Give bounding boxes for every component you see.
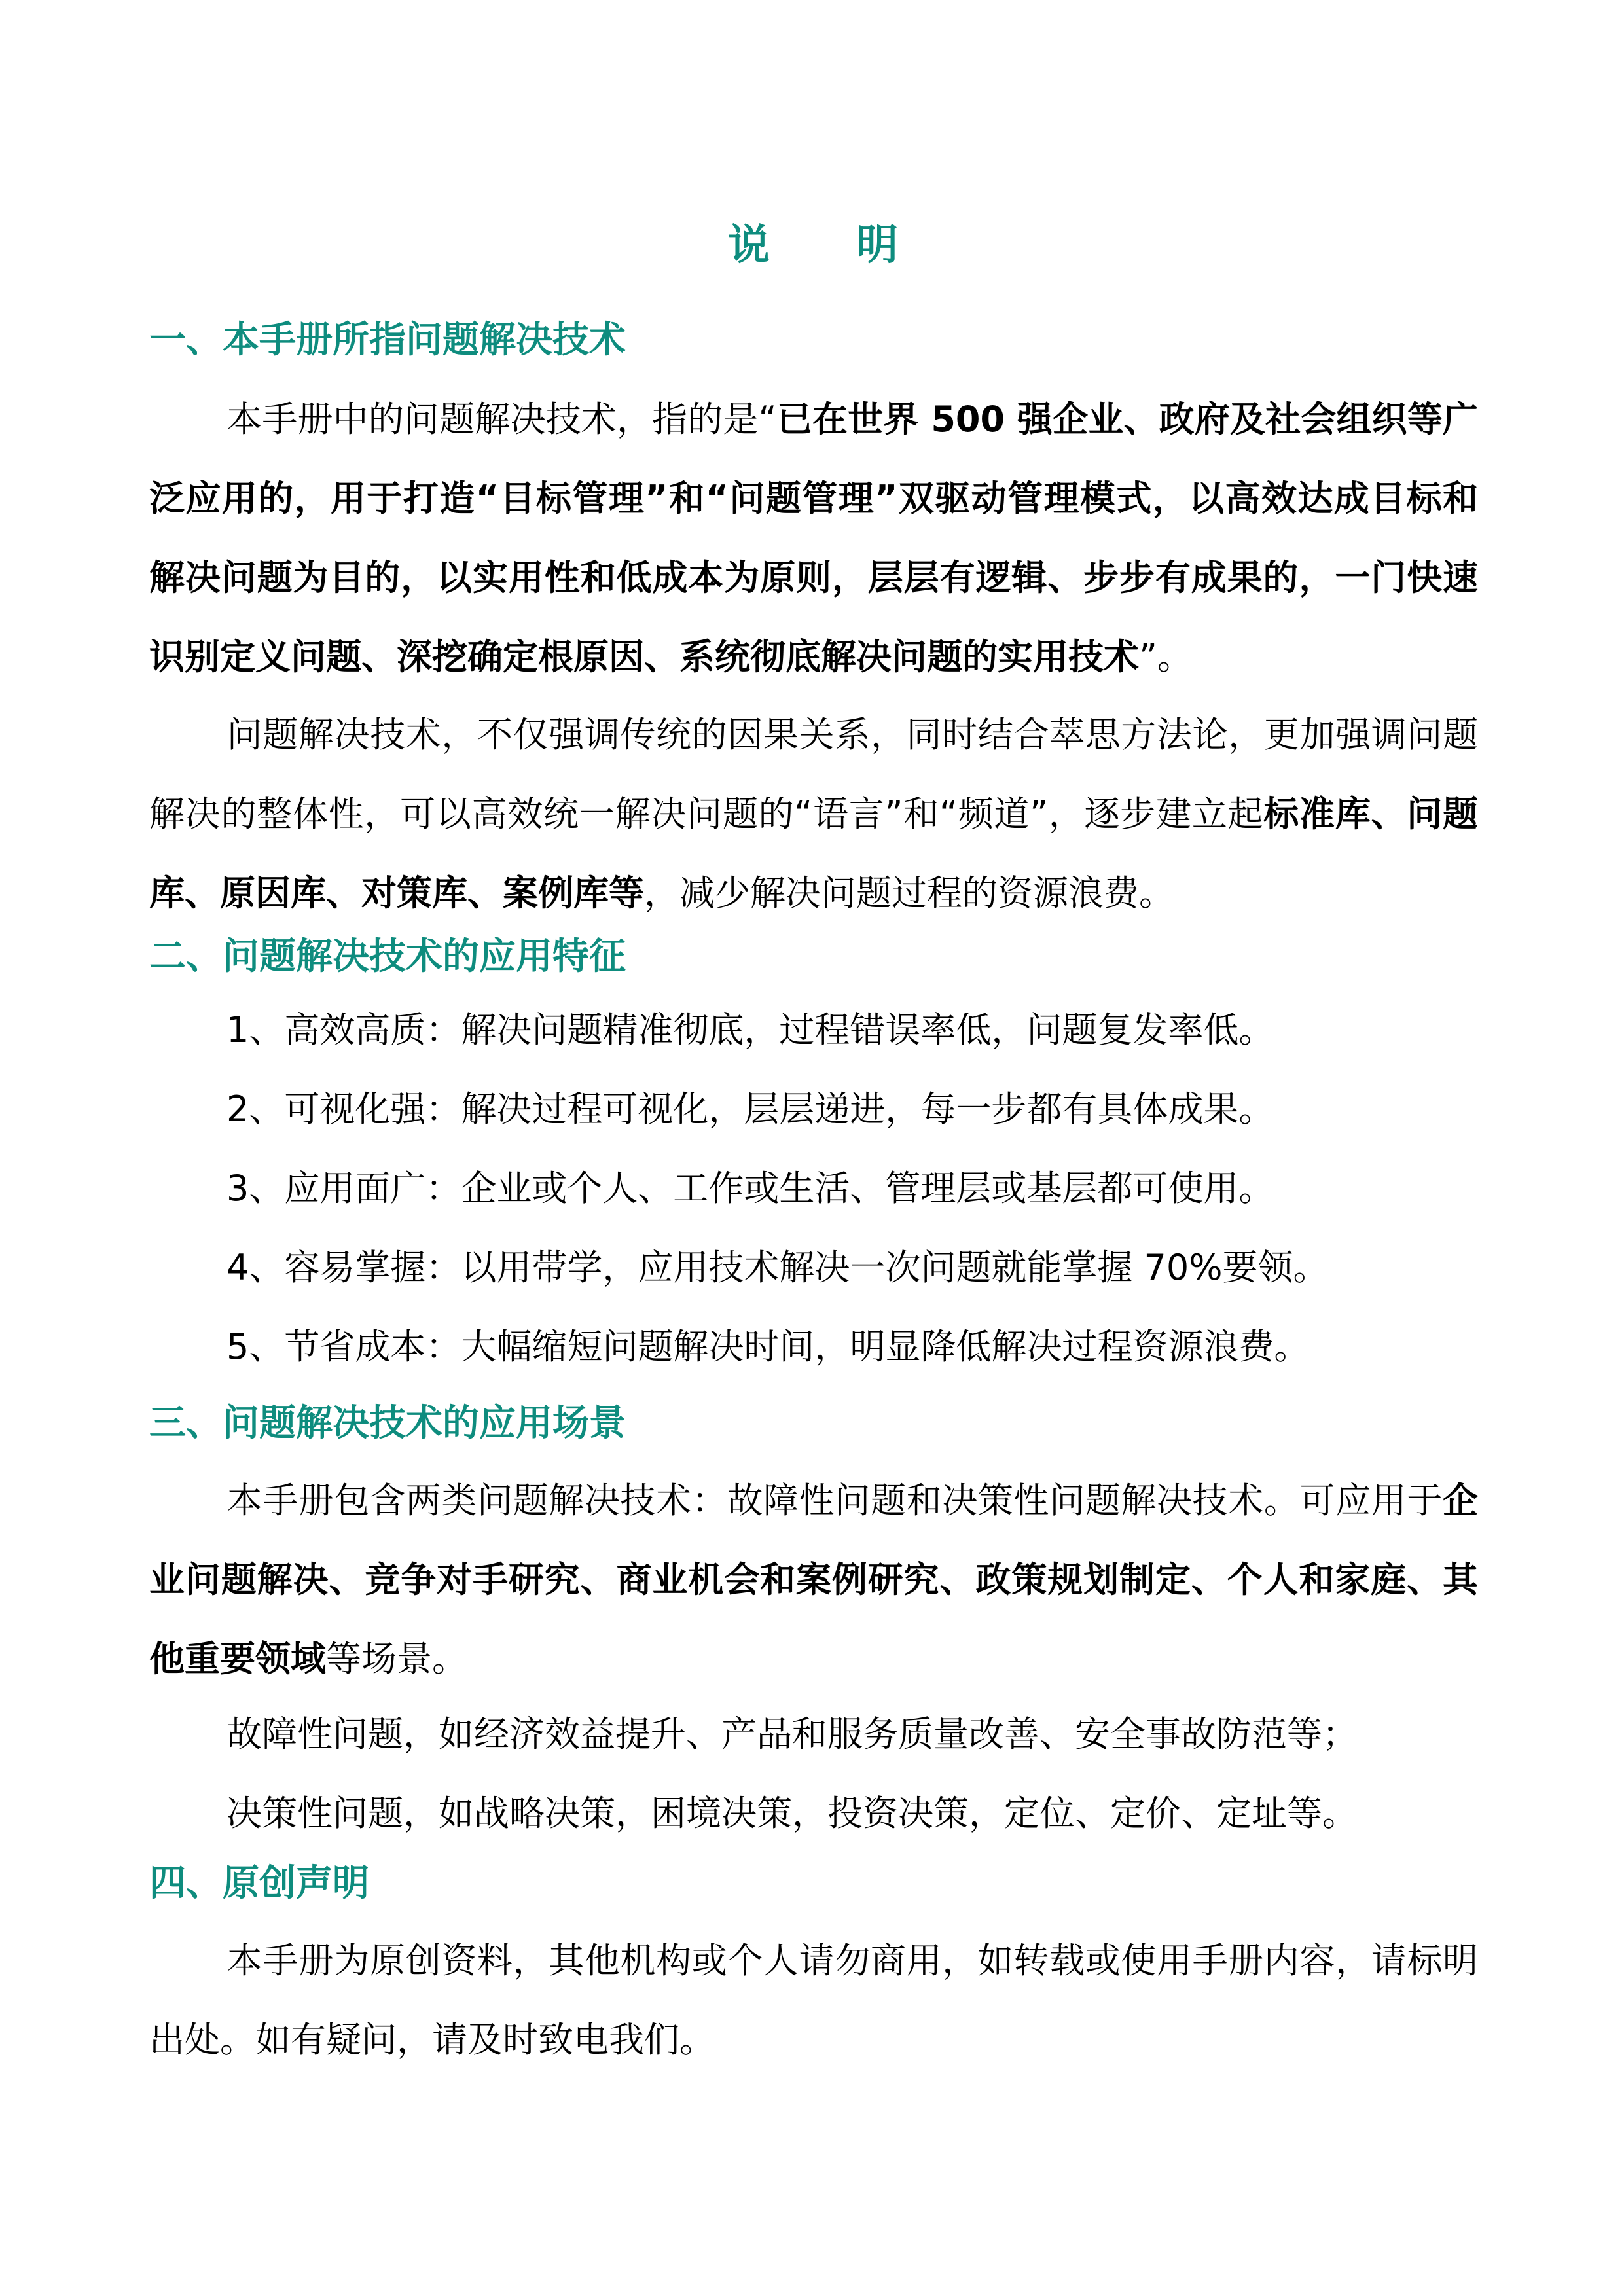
paragraph-text: 本手册为原创资料，其他机构或个人请勿商用，如转载或使用手册内容，请标明出处。如有疑问，请及时致电我们。 xyxy=(149,1940,1478,2060)
page-title xyxy=(149,216,1478,275)
feature-item-3: 3、应用面广：企业或个人、工作或生活、管理层或基层都可使用。 xyxy=(226,1168,1274,1209)
paragraph-text: ，减少解决问题过程的资源浪费。 xyxy=(644,872,1174,914)
paragraph-text: 本手册包含两类问题解决技术：故障性问题和决策性问题解决技术。可应用于 xyxy=(226,1480,1443,1521)
section-heading-3: 三、问题解决技术的应用场景 xyxy=(149,1402,626,1444)
feature-item-5: 5、节省成本：大幅缩短问题解决时间，明显降低解决过程资源浪费。 xyxy=(226,1326,1310,1367)
paragraph-bold-text: 标准库、问题库、原因库、对策库、案例库等 xyxy=(149,793,1478,914)
feature-item-1: 1、高效高质：解决问题精准彻底，过程错误率低，问题复发率低。 xyxy=(226,1009,1274,1050)
feature-item-4: 4、容易掌握：以用带学，应用技术解决一次问题就能掌握 70%要领。 xyxy=(226,1247,1329,1288)
title-char-2: 明 xyxy=(856,221,899,270)
section-heading-1: 一、本手册所指问题解决技术 xyxy=(149,319,626,361)
section-1-paragraph-1 xyxy=(149,380,1478,696)
section-1-paragraph-2 xyxy=(149,695,1478,933)
paragraph-text: 等场景。 xyxy=(326,1638,467,1679)
paragraph-text: ”。 xyxy=(1139,636,1193,677)
section-3-paragraph-1 xyxy=(149,1461,1478,1698)
feature-item-2: 2、可视化强：解决过程可视化，层层递进，每一步都有具体成果。 xyxy=(226,1088,1274,1130)
paragraph-text: 本手册中的问题解决技术，指的是“ xyxy=(226,399,777,440)
section-4-paragraph-1 xyxy=(149,1921,1478,2079)
paragraph-bold-text: 企业问题解决、竞争对手研究、商业机会和案例研究、政策规划制定、个人和家庭、其他重要领域 xyxy=(149,1480,1478,1679)
title-char-1: 说 xyxy=(728,221,771,270)
paragraph-bold-text: 已在世界 500 强企业、政府及社会组织等广泛应用的，用于打造“目标管理”和“问题管理”双驱动管理模式，以高效达成目标和解决问题为目的，以实用性和低成本为原则，层层有逻辑、步步有成果的，一门快速识别定义问题、深挖确定根原因、系统彻底解决问题的实用技术 xyxy=(149,399,1478,677)
paragraph-text: 问题解决技术，不仅强调传统的因果关系，同时结合萃思方法论，更加强调问题解决的整体性，可以高效统一解决问题的“语言”和“频道”，逐步建立起 xyxy=(149,714,1478,834)
scenario-item-1: 故障性问题，如经济效益提升、产品和服务质量改善、安全事故防范等； xyxy=(226,1713,1358,1755)
section-heading-4: 四、原创声明 xyxy=(149,1862,369,1905)
scenario-item-2: 决策性问题，如战略决策，困境决策，投资决策，定位、定价、定址等。 xyxy=(226,1793,1358,1834)
section-heading-2: 二、问题解决技术的应用特征 xyxy=(149,935,626,978)
